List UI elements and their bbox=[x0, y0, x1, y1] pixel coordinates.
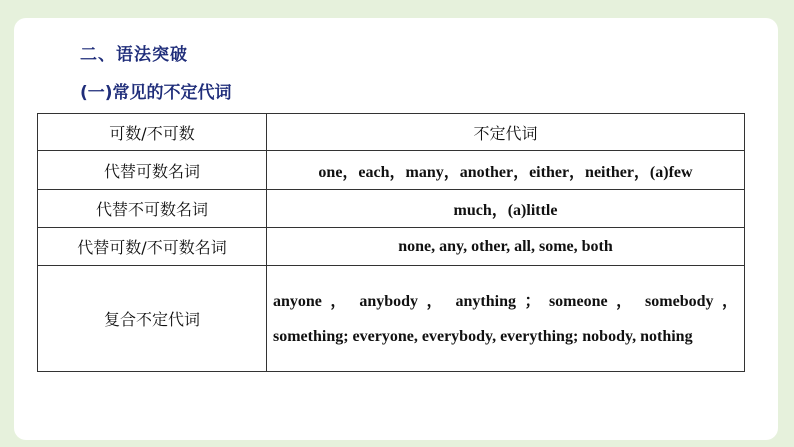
table-row bbox=[38, 190, 745, 228]
subsection-title: (一)常见的不定代词 bbox=[80, 83, 232, 103]
row-category: 复合不定代词 bbox=[38, 266, 267, 372]
table-row bbox=[38, 228, 745, 266]
row-pronouns: one，each，many，another，either，neither，(a)few bbox=[267, 151, 745, 190]
table-row bbox=[38, 151, 745, 190]
pronoun-table bbox=[37, 113, 745, 372]
row-category: 代替可数/不可数名词 bbox=[38, 228, 267, 266]
section-title: 二、语法突破 bbox=[80, 45, 188, 65]
row-category: 代替可数名词 bbox=[38, 151, 267, 190]
header-category: 可数/不可数 bbox=[38, 114, 267, 151]
row-pronouns: much，(a)little bbox=[267, 190, 745, 228]
row-pronouns: anyone ， anybody ， anything ； someone ， somebody ， something; everyone, everybody, everything; nobody, nothing bbox=[267, 266, 745, 372]
table-header-row bbox=[38, 114, 745, 151]
row-pronouns: none, any, other, all, some, both bbox=[267, 228, 745, 266]
row-category: 代替不可数名词 bbox=[38, 190, 267, 228]
header-pronouns: 不定代词 bbox=[267, 114, 745, 151]
table-row bbox=[38, 266, 745, 372]
